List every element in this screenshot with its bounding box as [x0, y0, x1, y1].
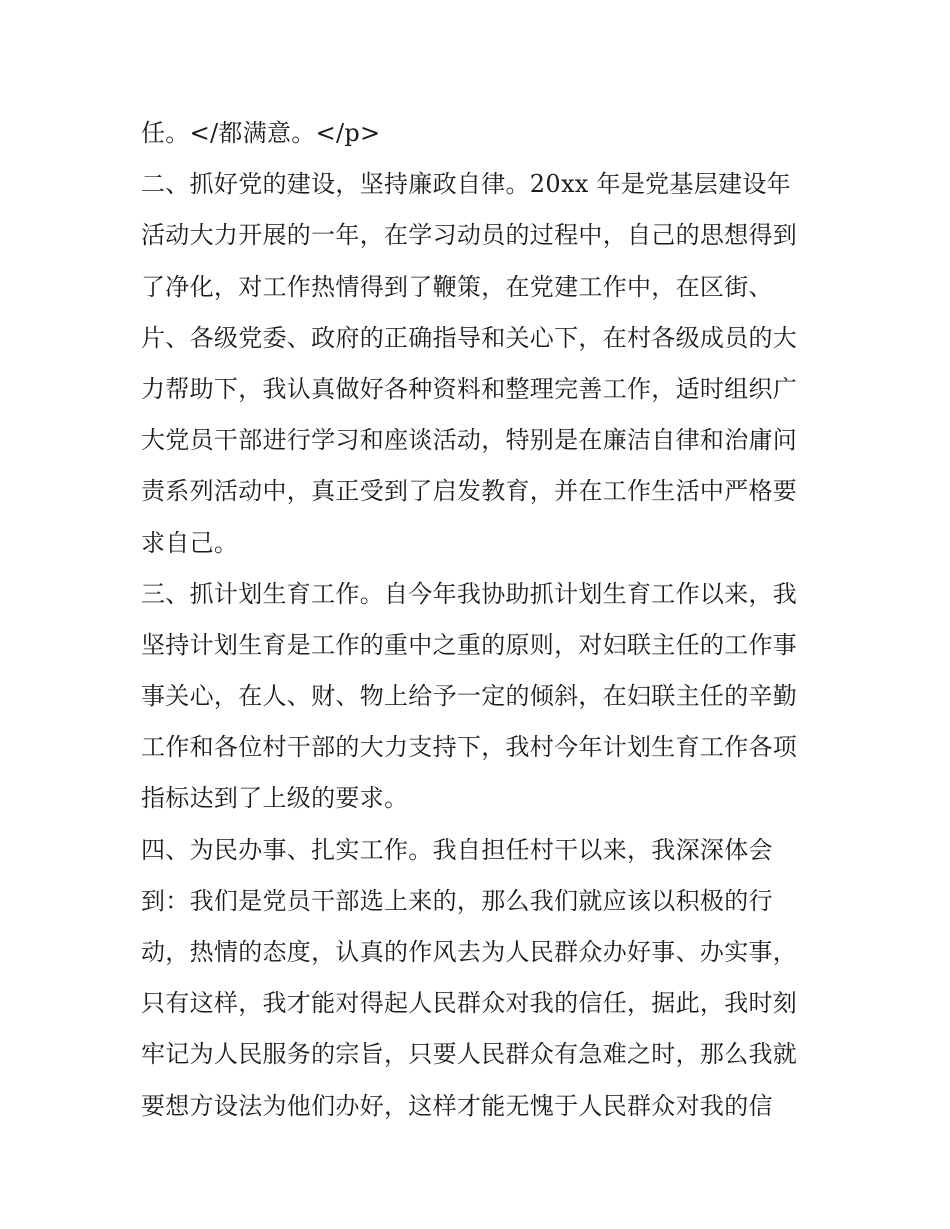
text-line: 责系列活动中，真正受到了启发教育，并在工作生活中严格要	[141, 477, 798, 506]
text-line: 三、抓计划生育工作。自今年我协助抓计划生育工作以来，我	[141, 579, 798, 608]
text-line: 工作和各位村干部的大力支持下，我村今年计划生育工作各项	[141, 733, 798, 762]
text-line: 到：我们是党员干部选上来的，那么我们就应该以积极的行	[141, 886, 773, 915]
text-line: 二、抓好党的建设，坚持廉政自律。20xx 年是党基层建设年	[141, 170, 791, 199]
text-line: 任。</都满意。</p>	[141, 119, 381, 147]
document-body	[141, 108, 821, 1132]
text-line: 求自己。	[141, 528, 239, 557]
text-line: 力帮助下，我认真做好各种资料和整理完善工作，适时组织广	[141, 374, 798, 403]
text-line: 要想方设法为他们办好，这样才能无愧于人民群众对我的信	[141, 1091, 773, 1120]
text-line: 活动大力开展的一年，在学习动员的过程中，自己的思想得到	[141, 221, 798, 250]
text-line: 只有这样，我才能对得起人民群众对我的信任，据此，我时刻	[141, 989, 798, 1018]
text-line: 了净化，对工作热情得到了鞭策，在党建工作中，在区街、	[141, 272, 773, 301]
text-line: 大党员干部进行学习和座谈活动，特别是在廉洁自律和治庸问	[141, 426, 798, 455]
text-line: 指标达到了上级的要求。	[141, 784, 409, 813]
text-line: 牢记为人民服务的宗旨，只要人民群众有急难之时，那么我就	[141, 1040, 798, 1069]
text-line: 坚持计划生育是工作的重中之重的原则，对妇联主任的工作事	[141, 630, 798, 659]
text-line: 四、为民办事、扎实工作。我自担任村干以来，我深深体会	[141, 835, 773, 864]
text-line: 事关心，在人、财、物上给予一定的倾斜，在妇联主任的辛勤	[141, 682, 798, 711]
text-line: 片、各级党委、政府的正确指导和关心下，在村各级成员的大	[141, 323, 798, 352]
text-line: 动，热情的态度，认真的作风去为人民群众办好事、办实事，	[141, 938, 798, 966]
